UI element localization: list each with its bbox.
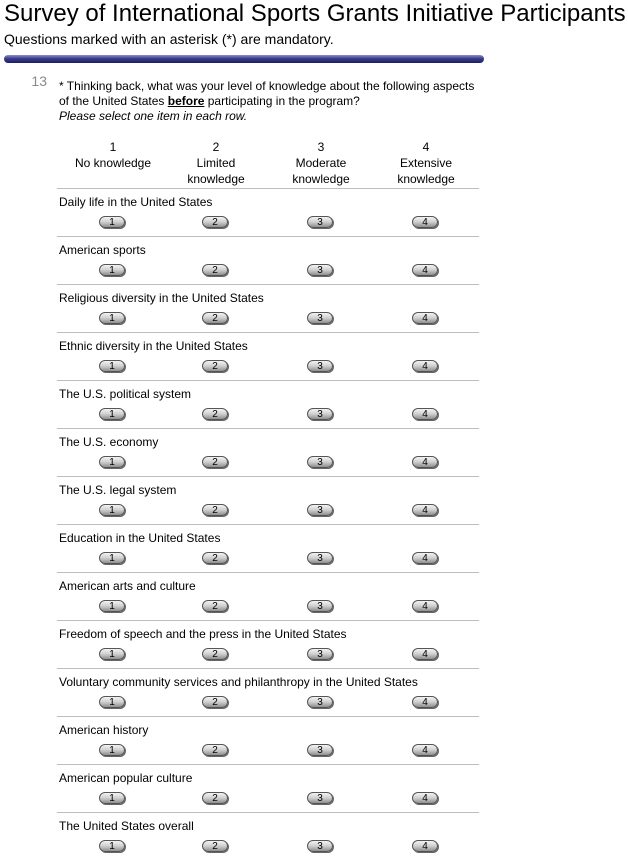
rating-option-1[interactable]: 1 (99, 744, 125, 756)
column-header-1: 1 No knowledge (74, 140, 152, 170)
row-label: Freedom of speech and the press in the United States (59, 627, 347, 641)
row-label: American arts and culture (59, 579, 196, 593)
row-label: Daily life in the United States (59, 195, 213, 209)
rating-option-1[interactable]: 1 (99, 648, 125, 660)
rating-option-4[interactable]: 4 (412, 648, 438, 660)
rating-option-1[interactable]: 1 (99, 840, 125, 852)
row-divider (57, 236, 479, 237)
row-label: The U.S. legal system (59, 483, 177, 497)
rating-option-4[interactable]: 4 (412, 456, 438, 468)
rating-option-1[interactable]: 1 (99, 216, 125, 228)
row-divider (57, 620, 479, 621)
rating-option-4[interactable]: 4 (412, 312, 438, 324)
rating-option-2[interactable]: 2 (202, 696, 228, 708)
rating-option-2[interactable]: 2 (202, 264, 228, 276)
rating-option-3[interactable]: 3 (307, 792, 333, 804)
rating-option-1[interactable]: 1 (99, 456, 125, 468)
header-divider (4, 55, 484, 63)
row-divider (57, 668, 479, 669)
question-text (59, 79, 479, 124)
row-divider (57, 188, 479, 189)
rating-option-1[interactable]: 1 (99, 312, 125, 324)
row-label: American popular culture (59, 771, 193, 785)
rating-option-3[interactable]: 3 (307, 840, 333, 852)
question-number: 13 (31, 73, 47, 89)
rating-option-1[interactable]: 1 (99, 552, 125, 564)
rating-option-4[interactable]: 4 (412, 408, 438, 420)
rating-option-2[interactable]: 2 (202, 504, 228, 516)
row-label: Ethnic diversity in the United States (59, 339, 248, 353)
rating-option-3[interactable]: 3 (307, 744, 333, 756)
rating-option-1[interactable]: 1 (99, 600, 125, 612)
column-header-3: 3 Moderate knowledge (292, 140, 350, 186)
rating-option-2[interactable]: 2 (202, 792, 228, 804)
rating-option-1[interactable]: 1 (99, 696, 125, 708)
rating-option-2[interactable]: 2 (202, 744, 228, 756)
rating-option-4[interactable]: 4 (412, 360, 438, 372)
rating-option-3[interactable]: 3 (307, 408, 333, 420)
rating-option-3[interactable]: 3 (307, 600, 333, 612)
question-instruction: Please select one item in each row. (59, 109, 248, 123)
rating-option-2[interactable]: 2 (202, 456, 228, 468)
rating-option-3[interactable]: 3 (307, 216, 333, 228)
row-label: American sports (59, 243, 146, 257)
rating-option-2[interactable]: 2 (202, 312, 228, 324)
rating-option-3[interactable]: 3 (307, 360, 333, 372)
row-divider (57, 812, 479, 813)
rating-option-2[interactable]: 2 (202, 216, 228, 228)
row-divider (57, 716, 479, 717)
row-label: The U.S. economy (59, 435, 159, 449)
row-label: Religious diversity in the United States (59, 291, 264, 305)
column-header-2: 2 Limited knowledge (187, 140, 245, 186)
rating-option-4[interactable]: 4 (412, 552, 438, 564)
rating-option-3[interactable]: 3 (307, 504, 333, 516)
rating-option-4[interactable]: 4 (412, 840, 438, 852)
row-label: The U.S. political system (59, 387, 192, 401)
question-emphasis: before (167, 94, 205, 108)
column-header-4: 4 Extensive knowledge (397, 140, 455, 186)
rating-option-3[interactable]: 3 (307, 264, 333, 276)
row-divider (57, 524, 479, 525)
rating-option-2[interactable]: 2 (202, 600, 228, 612)
row-label: Voluntary community services and philanthropy in the United States (59, 675, 418, 689)
rating-option-3[interactable]: 3 (307, 552, 333, 564)
row-label: American history (59, 723, 149, 737)
row-divider (57, 380, 479, 381)
mandatory-note: Questions marked with an asterisk (*) are mandatory. (4, 31, 334, 47)
rating-option-4[interactable]: 4 (412, 696, 438, 708)
row-divider (57, 284, 479, 285)
row-divider (57, 428, 479, 429)
rating-option-4[interactable]: 4 (412, 504, 438, 516)
row-divider (57, 476, 479, 477)
rating-option-2[interactable]: 2 (202, 408, 228, 420)
rating-option-4[interactable]: 4 (412, 744, 438, 756)
row-label: Education in the United States (59, 531, 221, 545)
rating-option-3[interactable]: 3 (307, 696, 333, 708)
row-label: The United States overall (59, 819, 194, 833)
rating-option-4[interactable]: 4 (412, 216, 438, 228)
rating-option-4[interactable]: 4 (412, 792, 438, 804)
rating-option-2[interactable]: 2 (202, 552, 228, 564)
rating-option-1[interactable]: 1 (99, 504, 125, 516)
rating-option-2[interactable]: 2 (202, 648, 228, 660)
rating-option-3[interactable]: 3 (307, 456, 333, 468)
rating-option-1[interactable]: 1 (99, 360, 125, 372)
page-title: Survey of International Sports Grants Initiative Participants (4, 0, 626, 27)
question-text-start: * Thinking back, what was your level of knowledge about the following aspects of the United States (59, 79, 475, 108)
rating-option-1[interactable]: 1 (99, 408, 125, 420)
row-divider (57, 764, 479, 765)
rating-option-1[interactable]: 1 (99, 792, 125, 804)
rating-option-2[interactable]: 2 (202, 840, 228, 852)
rating-option-4[interactable]: 4 (412, 600, 438, 612)
rating-option-1[interactable]: 1 (99, 264, 125, 276)
row-divider (57, 332, 479, 333)
row-divider (57, 572, 479, 573)
question-text-end: participating in the program? (204, 94, 360, 108)
rating-option-2[interactable]: 2 (202, 360, 228, 372)
rating-option-4[interactable]: 4 (412, 264, 438, 276)
rating-option-3[interactable]: 3 (307, 312, 333, 324)
rating-option-3[interactable]: 3 (307, 648, 333, 660)
